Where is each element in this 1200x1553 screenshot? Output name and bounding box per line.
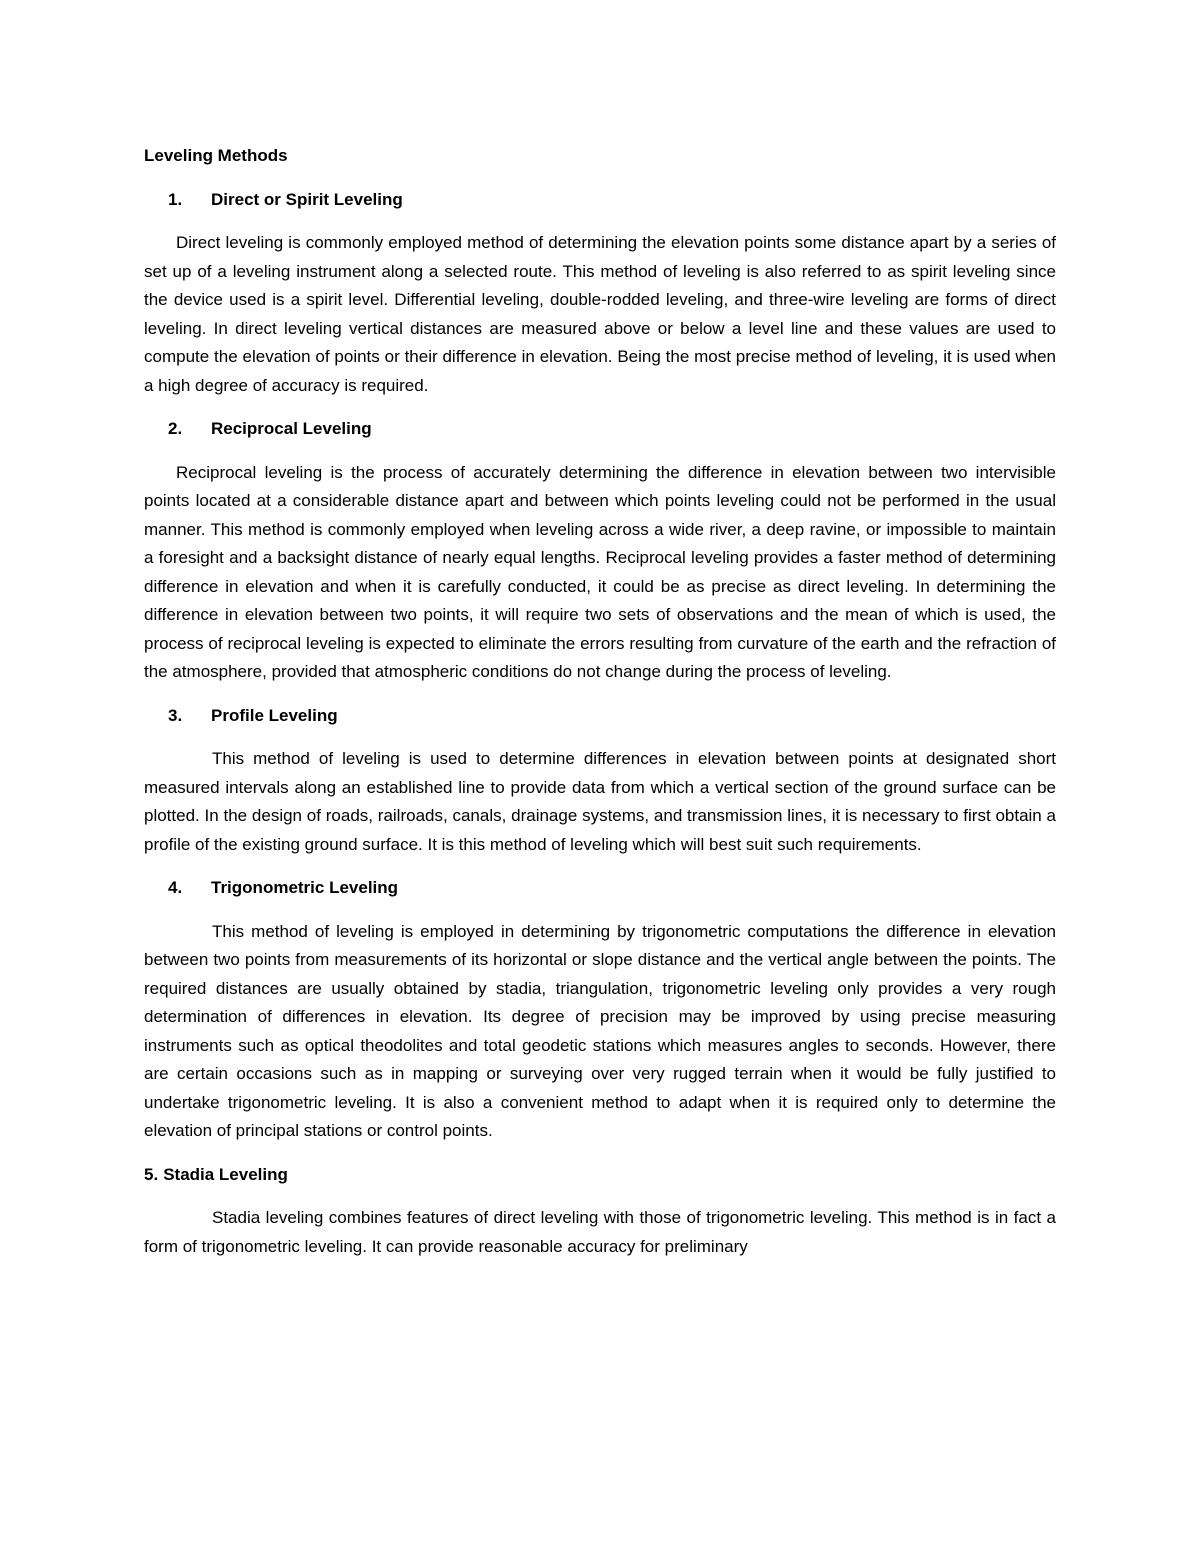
- document-body: [144, 142, 1056, 1276]
- section-number: 2.: [168, 419, 183, 438]
- section-paragraph: Stadia leveling combines features of direct leveling with those of trigonometric leveling. This method is in fact a form of trigonometric leveling. It can provide reasonable accuracy for preliminary: [144, 1208, 1056, 1256]
- section-number: 5.: [144, 1164, 159, 1184]
- section-title: Profile Leveling: [211, 705, 338, 725]
- section-stadia-leveling: [144, 1161, 1056, 1262]
- section-title: Trigonometric Leveling: [211, 878, 399, 897]
- section-trigonometric-leveling: [144, 874, 1056, 1146]
- section-title: Direct or Spirit Leveling: [211, 189, 403, 209]
- section-heading: [144, 702, 1056, 731]
- section-profile-leveling: [144, 702, 1056, 860]
- section-title: Stadia Leveling: [163, 1164, 288, 1184]
- section-title: Reciprocal Leveling: [211, 419, 372, 438]
- document-title: Leveling Methods: [144, 146, 288, 165]
- section-reciprocal-leveling: [144, 415, 1056, 687]
- section-direct-leveling: [144, 186, 1056, 401]
- section-paragraph: Direct leveling is commonly employed method of determining the elevation points some distance apart by a series of set up of a leveling instrument along a selected route. This method of leveling is also referred to as spirit leveling since the device used is a spirit level. Differential leveling, double-rodded leveling, and three-wire leveling are forms of direct leveling. In direct leveling vertical distances are measured above or below a level line and these values are used to compute the elevation of points or their difference in elevation. Being the most precise method of leveling, it is used when a high degree of accuracy is required.: [144, 233, 1056, 395]
- section-heading: [144, 186, 1056, 215]
- section-number: 4.: [168, 878, 183, 897]
- section-heading: [144, 874, 1056, 903]
- section-heading: [144, 415, 1056, 444]
- section-paragraph: Reciprocal leveling is the process of accurately determining the difference in elevation between two intervisible points located at a considerable distance apart and between which points leveling could not be performed in the usual manner. This method is commonly employed when leveling across a wide river, a deep ravine, or impossible to maintain a foresight and a backsight distance of nearly equal lengths. Reciprocal leveling provides a faster method of determining difference in elevation and when it is carefully conducted, it could be as precise as direct leveling. In determining the difference in elevation between two points, it will require two sets of observations and the mean of which is used, the process of reciprocal leveling is expected to eliminate the errors resulting from curvature of the earth and the refraction of the atmosphere, provided that atmospheric conditions do not change during the process of leveling.: [144, 462, 1056, 681]
- section-paragraph: This method of leveling is employed in determining by trigonometric computations the difference in elevation between two points from measurements of its horizontal or slope distance and the vertical angle between the points. The required distances are usually obtained by stadia, triangulation, trigonometric leveling only provides a very rough determination of differences in elevation. Its degree of precision may be improved by using precise measuring instruments such as optical theodolites and total geodetic stations which measures angles to seconds. However, there are certain occasions such as in mapping or surveying over very rugged terrain when it would be fully justified to undertake trigonometric leveling. It is also a convenient method to adapt when it is required only to determine the elevation of principal stations or control points.: [144, 921, 1056, 1140]
- section-number: 1.: [168, 189, 183, 209]
- section-paragraph: This method of leveling is used to determine differences in elevation between points at designated short measured intervals along an established line to provide data from which a vertical section of the ground surface can be plotted. In the design of roads, railroads, canals, drainage systems, and transmission lines, it is necessary to first obtain a profile of the existing ground surface. It is this method of leveling which will best suit such requirements.: [144, 749, 1056, 854]
- section-number: 3.: [168, 705, 183, 725]
- section-heading: [144, 1161, 1056, 1190]
